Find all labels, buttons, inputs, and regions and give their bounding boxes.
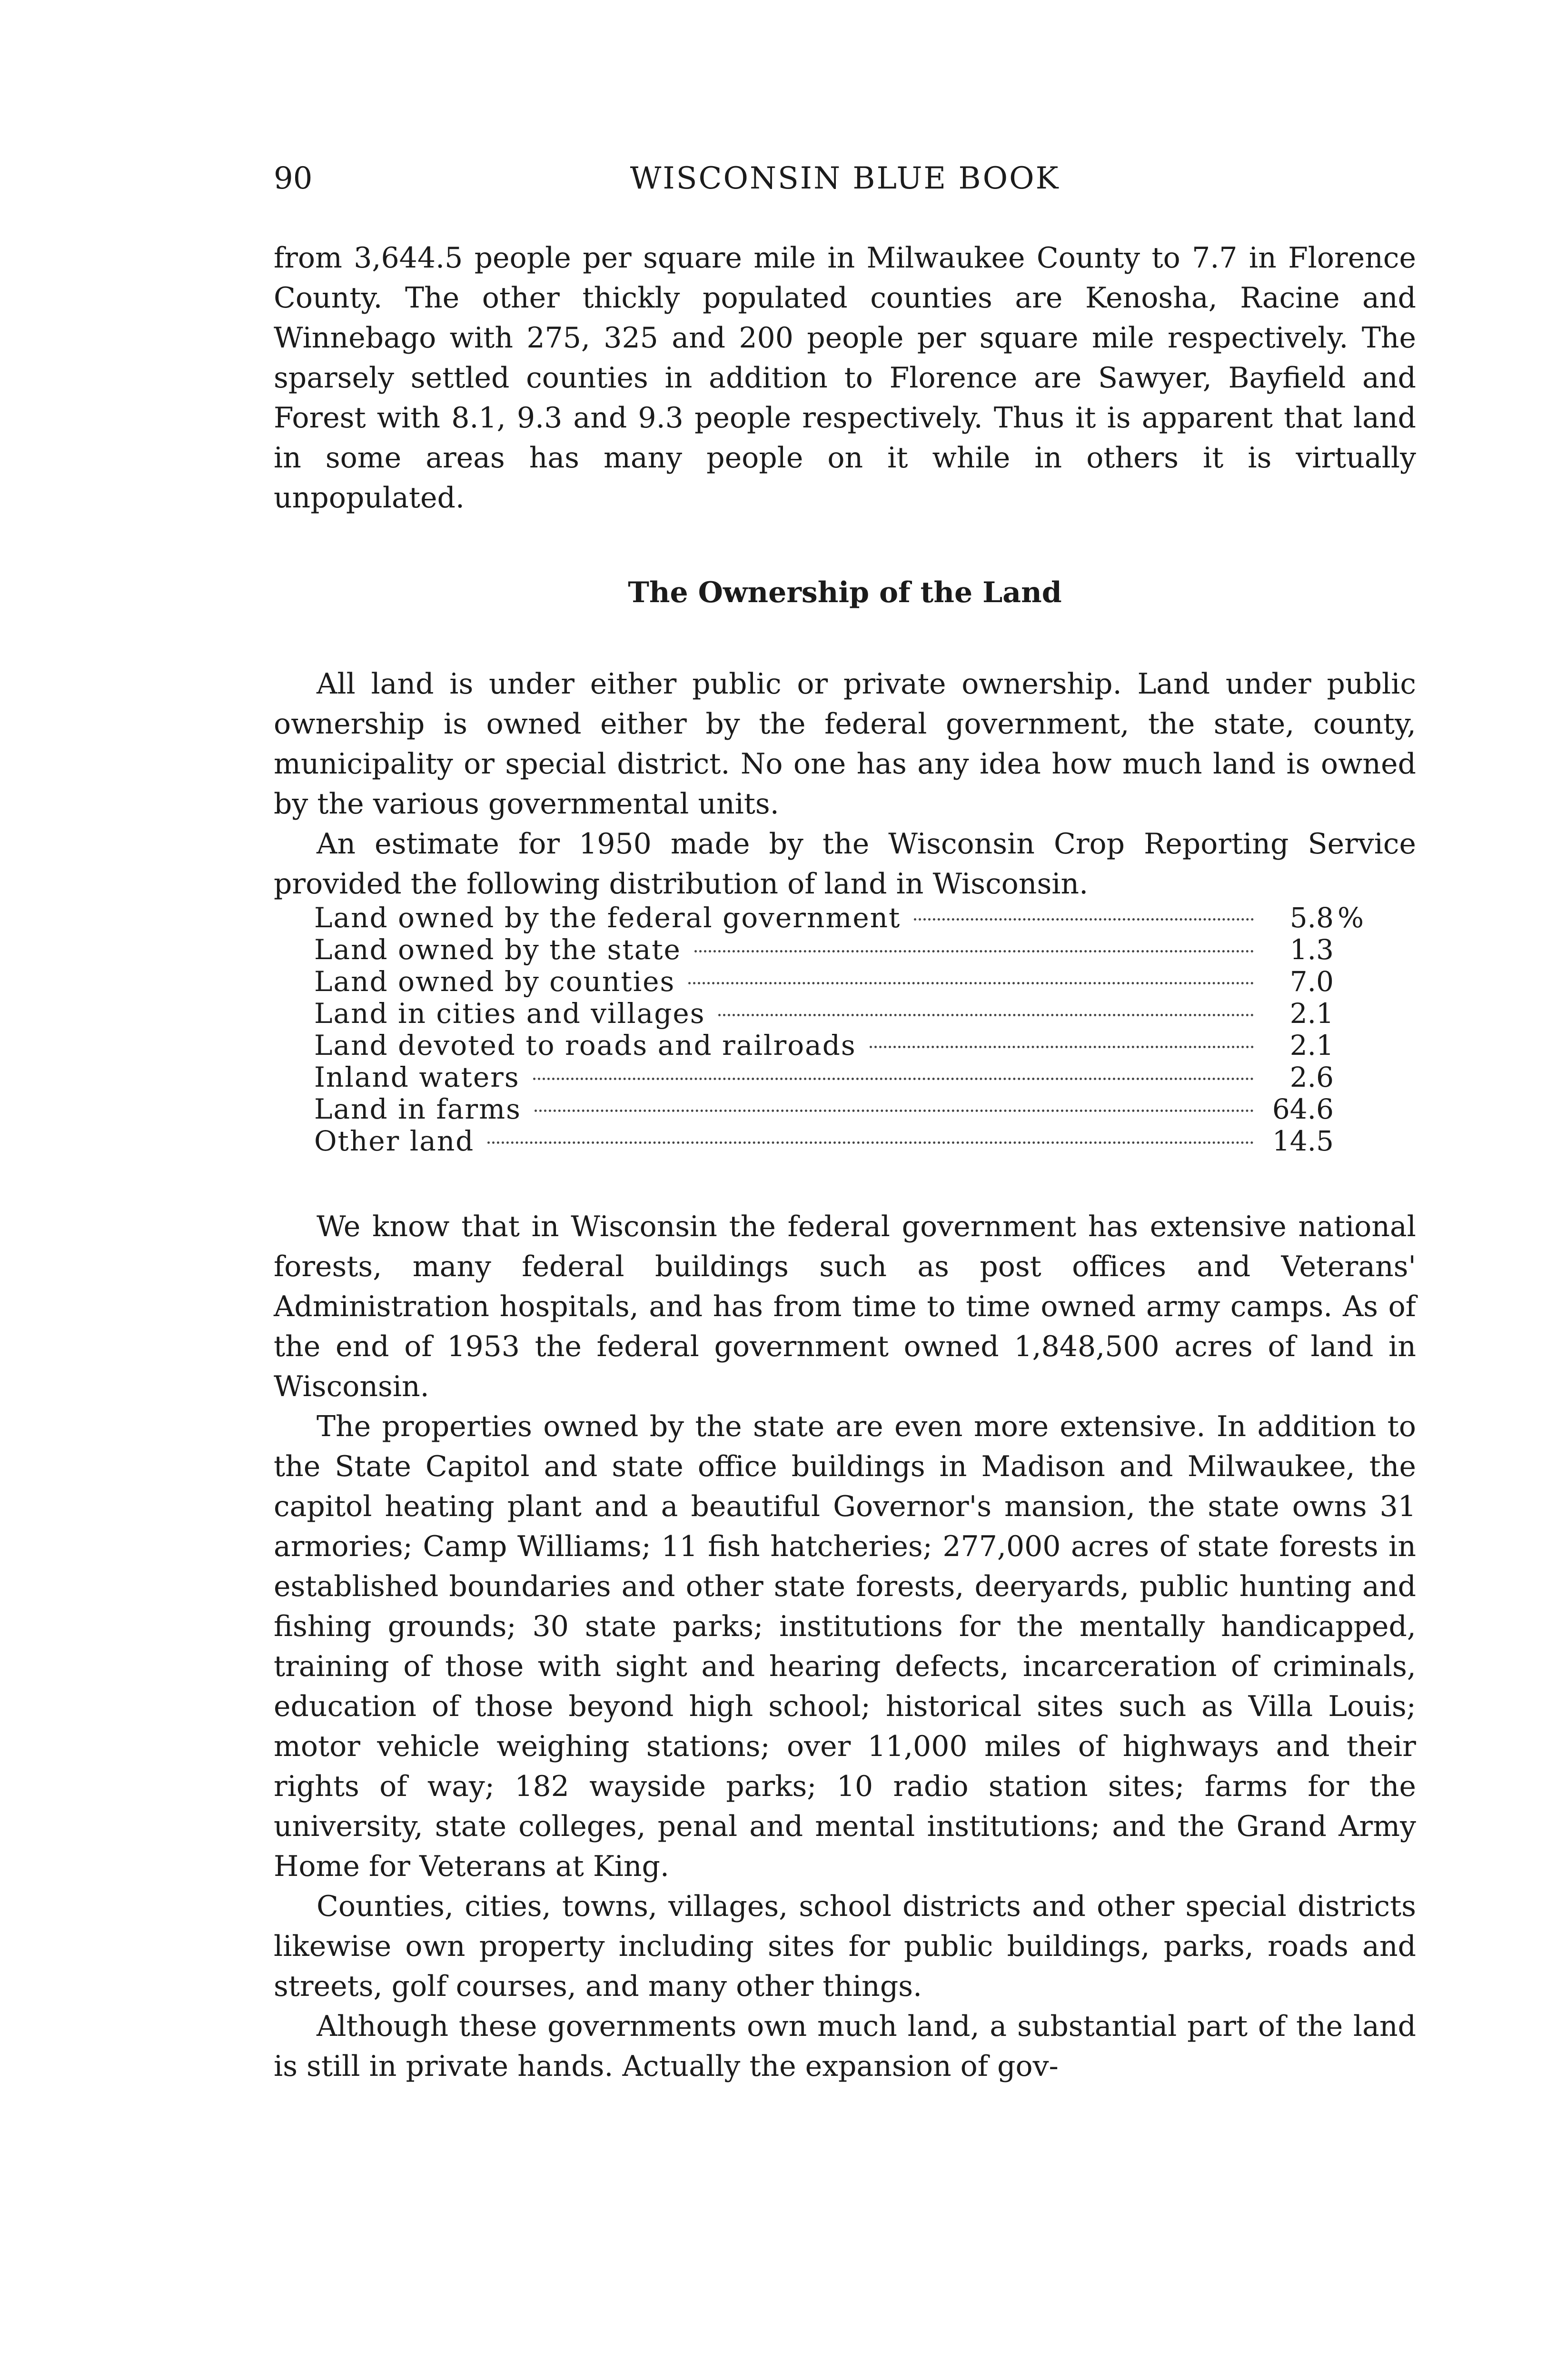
distribution-value: 2.1 (1289, 1029, 1334, 1061)
running-head (274, 157, 1416, 200)
distribution-row (314, 966, 1373, 998)
land-distribution-table (314, 902, 1373, 1157)
closing-paragraph: Although these governments own much land, a substantial part of the land is still in private hands. Actually the expansion of gov- (274, 2010, 1416, 2083)
distribution-value: 2.6 (1289, 1061, 1334, 1093)
closing-paragraph: We know that in Wisconsin the federal government has extensive national forests, many federal buildings such as post offices and Veterans' Administration hospitals, and has from time to time owned army camps. As of the end of 1953 the federal government owned 1,848,500 acres of land in Wisconsin. (274, 1210, 1416, 1403)
distribution-label: Land devoted to roads and railroads (314, 1029, 856, 1061)
distribution-label: Land in cities and villages (314, 997, 705, 1030)
distribution-label: Land owned by the state (314, 933, 681, 966)
distribution-row (314, 934, 1373, 966)
dot-leader (870, 1046, 1254, 1048)
distribution-label: Inland waters (314, 1061, 520, 1093)
distribution-label: Land owned by the federal government (314, 902, 901, 934)
distribution-row (314, 1030, 1373, 1061)
distribution-row (314, 1093, 1373, 1125)
distribution-row (314, 902, 1373, 934)
percent-unit: % (1338, 902, 1364, 934)
dot-leader (533, 1078, 1254, 1080)
distribution-row (314, 998, 1373, 1030)
distribution-label: Land in farms (314, 1093, 521, 1125)
distribution-row (314, 1125, 1373, 1157)
closing-text (274, 1207, 1416, 2086)
distribution-value: 1.3 (1289, 933, 1334, 966)
distribution-label: Other land (314, 1125, 475, 1157)
ownership-paragraph: All land is under either public or private ownership. Land under public ownership is owned either by the federal government, the state, county, municipality or special district. No one has any idea how much land is owned by the various governmental units. (274, 667, 1416, 821)
distribution-value: 14.5 (1272, 1125, 1334, 1157)
intro-paragraph: from 3,644.5 people per square mile in Milwaukee County to 7.7 in Florence County. The other thickly populated counties are Kenosha, Racine and Winnebago with 275, 325 and 200 people per square mile respectively. The sparsely settled counties in addition to Florence are Sawyer, Bayfield and Forest with 8.1, 9.3 and 9.3 people respectively. Thus it is apparent that land in some areas has many people on it while in others it is virtually unpopulated. (274, 241, 1416, 515)
dot-leader (487, 1141, 1254, 1144)
ownership-paragraph: An estimate for 1950 made by the Wisconsin Crop Reporting Service provided the following distribution of land in Wisconsin. (274, 827, 1416, 901)
distribution-value: 64.6 (1272, 1093, 1334, 1125)
dot-leader (694, 950, 1254, 952)
distribution-label: Land owned by counties (314, 965, 675, 998)
book-title: WISCONSIN BLUE BOOK (630, 161, 1060, 196)
dot-leader (688, 982, 1254, 984)
page-number: 90 (274, 161, 313, 196)
dot-leader (535, 1110, 1254, 1112)
closing-paragraph: Counties, cities, towns, villages, school districts and other special districts likewise own property including sites for public buildings, parks, roads and streets, golf courses, and many other things. (274, 1890, 1416, 2003)
dot-leader (914, 918, 1254, 921)
dot-leader (718, 1014, 1254, 1016)
intro-text (274, 238, 1416, 518)
distribution-value: 5.8 (1289, 902, 1334, 934)
distribution-value: 7.0 (1289, 965, 1334, 998)
distribution-row (314, 1061, 1373, 1093)
distribution-value: 2.1 (1289, 997, 1334, 1030)
section-heading: The Ownership of the Land (628, 576, 1062, 609)
closing-paragraph: The properties owned by the state are even more extensive. In addition to the State Capitol and state office buildings in Madison and Milwaukee, the capitol heating plant and a beautiful Governor's mansion, the state owns 31 armories; Camp Williams; 11 fish hatcheries; 277,000 acres of state forests in established boundaries and other state forests, deeryards, public hunting and fishing grounds; 30 state parks; institutions for the mentally handicapped, training of those with sight and hearing defects, incarceration of criminals, education of those beyond high school; historical sites such as Villa Louis; motor vehicle weighing stations; over 11,000 miles of highways and their rights of way; 182 wayside parks; 10 radio station sites; farms for the university, state colleges, penal and mental institutions; and the Grand Army Home for Veterans at King. (274, 1410, 1416, 1883)
ownership-text (274, 664, 1416, 904)
